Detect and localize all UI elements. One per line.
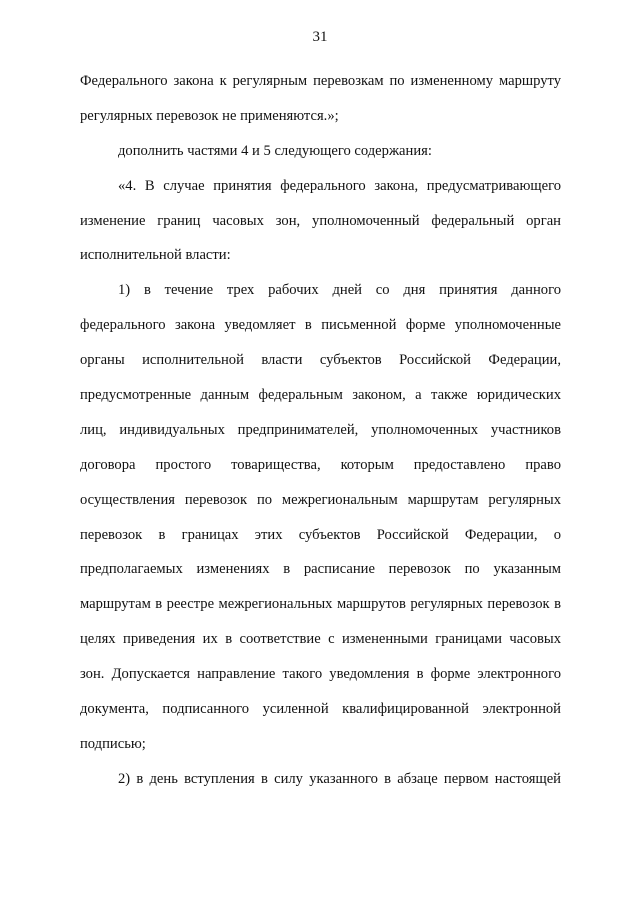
text-line: «4. В случае принятия федерального закона, предусматривающего [118,177,561,194]
text-line: договора простого товарищества, которым предоставлено право [80,456,561,473]
text-line: органы исполнительной власти субъектов Российской Федерации, [80,352,561,369]
text-line: зон. Допускается направление такого уведомления в форме электронного [80,666,561,683]
text-line: исполнительной власти: [80,247,231,264]
text-line: перевозок в границах этих субъектов Российской Федерации, о [80,526,561,543]
text-line: федерального закона уведомляет в письменной форме уполномоченные [80,317,561,334]
text-line: 1) в течение трех рабочих дней со дня принятия данного [118,282,561,299]
body-text [80,64,561,797]
text-line: подписью; [80,735,146,752]
text-line: осуществления перевозок по межрегиональным маршрутам регулярных [80,491,561,508]
text-line: Федерального закона к регулярным перевозкам по измененному маршруту [80,73,561,89]
text-line: маршрутам в реестре межрегиональных маршрутов регулярных перевозок в [80,596,561,613]
text-line: изменение границ часовых зон, уполномоченный федеральный орган [80,212,561,229]
text-line: лиц, индивидуальных предпринимателей, уполномоченных участников [80,421,561,438]
text-line: предусмотренные данным федеральным законом, а также юридических [80,387,561,404]
text-line: дополнить частями 4 и 5 следующего содержания: [118,142,432,159]
text-line: предполагаемых изменениях в расписание перевозок по указанным [80,561,561,578]
text-line: регулярных перевозок не применяются.»; [80,107,339,124]
text-line: 2) в день вступления в силу указанного в абзаце первом настоящей [118,770,561,787]
text-line: целях приведения их в соответствие с измененными границами часовых [80,631,561,648]
text-line: документа, подписанного усиленной квалифицированной электронной [80,701,561,718]
page-number: 31 [312,29,328,45]
